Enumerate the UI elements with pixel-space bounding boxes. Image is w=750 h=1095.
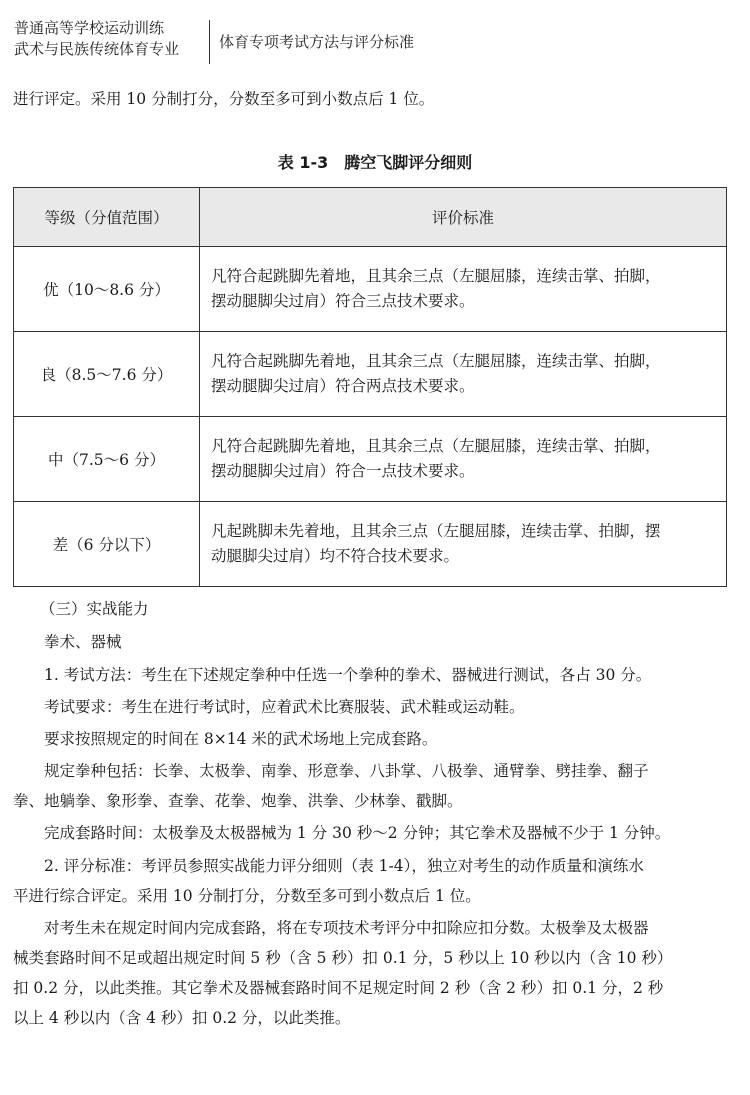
header-title-line1: 普通高等学校运动训练 (14, 19, 165, 37)
level-cell: 中（7.5～6 分） (14, 417, 200, 502)
running-header (14, 18, 734, 66)
criteria-line: 凡符合起跳脚先着地，且其余三点（左腿屈膝，连续击掌、拍脚， (211, 352, 661, 370)
method-paragraph: 1. 考试方法：考生在下述规定拳种中任选一个拳种的拳术、器械进行测试，各占 30 分。 (44, 666, 652, 684)
penalty-line: 扣 0.2 分，以此类推。其它拳术及器械套路时间不足规定时间 2 秒（含 2 秒）扣 0.1 分，2 秒 (13, 979, 664, 997)
intro-paragraph: 进行评定。采用 10 分制打分，分数至多可到小数点后 1 位。 (13, 90, 435, 108)
criteria-cell (200, 332, 727, 417)
header-chapter-title: 体育专项考试方法与评分标准 (219, 33, 415, 51)
table-row (14, 417, 727, 502)
table-header-row (14, 188, 727, 247)
table-row (14, 247, 727, 332)
penalty-line: 械类套路时间不足或超出规定时间 5 秒（含 5 秒）扣 0.1 分，5 秒以上 10 秒以内（含 10 秒） (13, 949, 673, 967)
criteria-line: 凡符合起跳脚先着地，且其余三点（左腿屈膝，连续击掌、拍脚， (211, 437, 661, 455)
scoring-line: 平进行综合评定。采用 10 分制打分，分数至多可到小数点后 1 位。 (13, 887, 481, 905)
header-divider (209, 20, 210, 64)
criteria-line: 动腿脚尖过肩）均不符合技术要求。 (211, 547, 460, 565)
penalty-line: 对考生未在规定时间内完成套路，将在专项技术考评分中扣除应扣分数。太极拳及太极器 (44, 919, 649, 937)
level-cell: 优（10～8.6 分） (14, 247, 200, 332)
header-book-title (14, 18, 204, 60)
criteria-cell (200, 417, 727, 502)
scoring-line: 2. 评分标准：考评员参照实战能力评分细则（表 1-4），独立对考生的动作质量和演练水 (44, 857, 644, 875)
header-criteria: 评价标准 (200, 188, 727, 247)
criteria-line: 摆动腿脚尖过肩）符合三点技术要求。 (211, 292, 475, 310)
table-caption: 表 1-3 腾空飞脚评分细则 (277, 153, 473, 172)
scoring-table (13, 187, 727, 587)
criteria-line: 凡符合起跳脚先着地，且其余三点（左腿屈膝，连续击掌、拍脚， (211, 267, 661, 285)
subsection-heading: 拳术、器械 (44, 633, 122, 651)
requirement-paragraph: 考试要求：考生在进行考试时，应着武术比赛服装、武术鞋或运动鞋。 (44, 698, 525, 716)
criteria-line: 摆动腿脚尖过肩）符合一点技术要求。 (211, 462, 475, 480)
criteria-line: 凡起跳脚未先着地，且其余三点（左腿屈膝，连续击掌、拍脚，摆 (211, 522, 661, 540)
styles-line: 规定拳种包括：长拳、太极拳、南拳、形意拳、八卦掌、八极拳、通臂拳、劈挂拳、翻子 (44, 762, 649, 780)
section-heading: （三）实战能力 (40, 600, 149, 618)
table-row (14, 502, 727, 587)
criteria-cell (200, 247, 727, 332)
level-cell: 差（6 分以下） (14, 502, 200, 587)
header-title-line2: 武术与民族传统体育专业 (14, 40, 180, 58)
level-cell: 良（8.5～7.6 分） (14, 332, 200, 417)
styles-line: 拳、地躺拳、象形拳、查拳、花拳、炮拳、洪拳、少林拳、戳脚。 (13, 792, 463, 810)
penalty-line: 以上 4 秒以内（含 4 秒）扣 0.2 分，以此类推。 (13, 1009, 351, 1027)
criteria-cell (200, 502, 727, 587)
header-level: 等级（分值范围） (14, 188, 200, 247)
venue-paragraph: 要求按照规定的时间在 8×14 米的武术场地上完成套路。 (44, 730, 438, 748)
criteria-line: 摆动腿脚尖过肩）符合两点技术要求。 (211, 377, 475, 395)
time-paragraph: 完成套路时间：太极拳及太极器械为 1 分 30 秒～2 分钟；其它拳术及器械不少于 1 分钟。 (44, 824, 671, 842)
table-row (14, 332, 727, 417)
